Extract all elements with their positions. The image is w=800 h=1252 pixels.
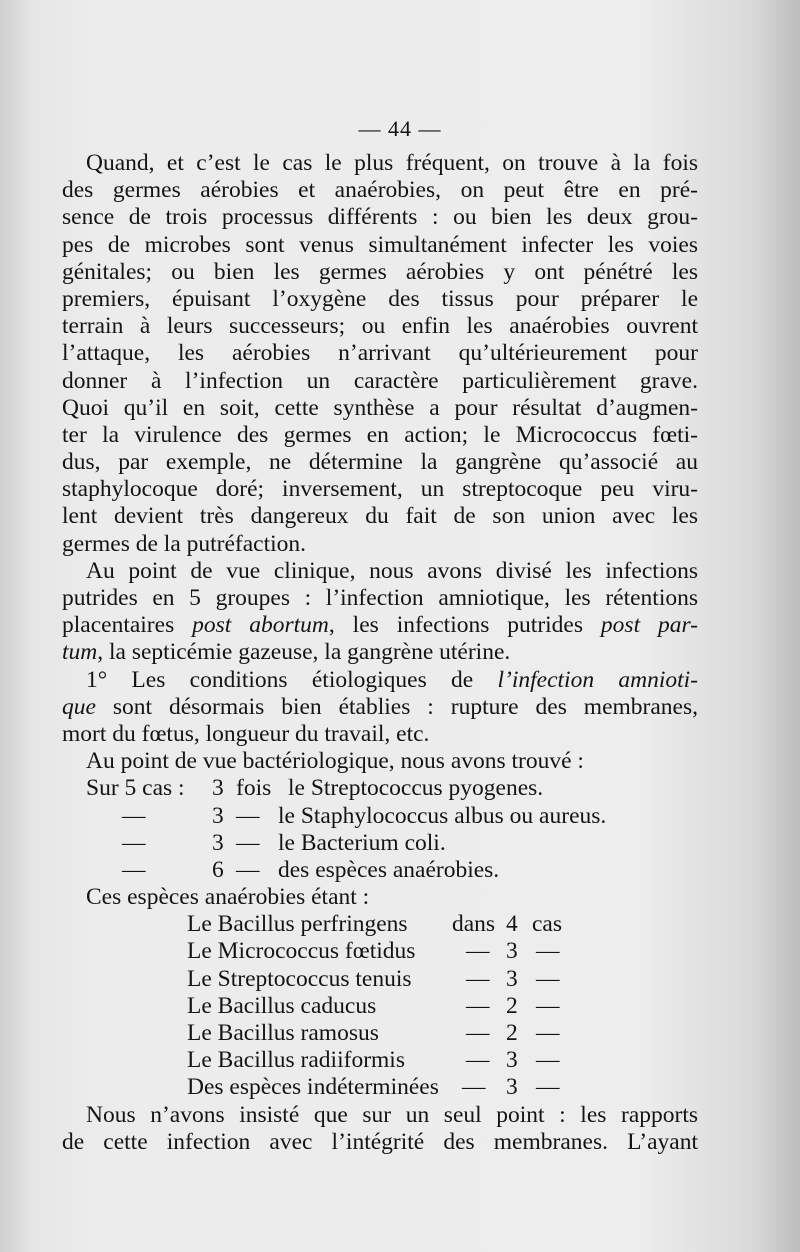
text-line: donner à l’infection un caractère particulièrement grave. — [62, 367, 698, 394]
text-run: placentaires — [62, 612, 193, 639]
text-line: Au point de vue bactériologique, nous avons trouvé : — [86, 748, 584, 775]
anaerobe-row — [62, 938, 698, 965]
text-line: staphylocoque doré; inversement, un streptocoque peu viru- — [62, 476, 698, 503]
paragraph-membranes — [62, 1102, 698, 1156]
finding-prefix: — — [122, 802, 146, 829]
anaerobe-count: 3 — [506, 1047, 518, 1074]
finding-organism: le Staphylococcus albus ou aureus. — [278, 802, 607, 829]
text-line: génitales; ou bien les germes aérobies y ont pénétré les — [62, 258, 698, 285]
anaerobe-pre: — — [466, 938, 490, 965]
anaerobe-row — [62, 993, 698, 1020]
text-line — [62, 694, 698, 721]
text-line — [62, 639, 698, 666]
text-line — [62, 612, 698, 639]
anaerobe-pre: — — [466, 992, 490, 1019]
text-line: lent devient très dangereux du fait de son union avec les — [62, 503, 698, 530]
finding-row — [62, 830, 698, 857]
paragraph-amniotic-infection — [62, 667, 698, 749]
anaerobe-post: — — [536, 1047, 560, 1074]
anaerobe-pre: — — [466, 1047, 490, 1074]
finding-separator: — — [236, 829, 260, 856]
anaerobe-name: Des espèces indéterminées — [187, 1074, 439, 1101]
text-line: Quoi qu’il en soit, cette synthèse a pour résultat d’augmen- — [62, 394, 698, 421]
finding-row — [62, 803, 698, 830]
text-line: Quand, et c’est le cas le plus fréquent, on trouve à la fois — [86, 150, 698, 176]
finding-organism: des espèces anaérobies. — [278, 856, 500, 883]
finding-count: 6 — [212, 856, 224, 883]
anaerobe-count: 3 — [506, 1074, 518, 1101]
finding-organism: le Bacterium coli. — [278, 829, 446, 856]
anaerobe-count: 3 — [506, 938, 518, 965]
text-line: Nous n’avons insisté que sur un seul point : les rapports — [86, 1101, 698, 1128]
italic-run: post abortum — [192, 612, 329, 639]
anaerobe-pre: — — [466, 965, 490, 992]
anaerobe-post: — — [536, 1074, 560, 1101]
anaerobe-name: Le Bacillus ramosus — [187, 1020, 379, 1046]
anaerobe-row — [62, 966, 698, 993]
italic-run: que — [62, 693, 96, 720]
anaerobe-post: — — [536, 965, 560, 992]
finding-row — [62, 775, 698, 802]
anaerobe-count: 2 — [506, 1020, 518, 1046]
anaerobe-post: — — [536, 938, 560, 965]
anaerobe-row — [62, 1047, 698, 1074]
finding-separator: fois — [236, 775, 272, 802]
anaerobe-row — [62, 911, 698, 938]
anaerobe-count: 2 — [506, 992, 518, 1019]
paragraph-mixed-infection — [62, 150, 698, 558]
text-line: l’attaque, les aérobies n’arrivant qu’ultérieurement pour — [62, 340, 698, 367]
finding-organism: le Streptococcus pyogenes. — [288, 775, 544, 802]
text-run: , les infections putrides — [328, 612, 601, 639]
italic-run: l’infection amnioti- — [497, 666, 699, 693]
anaerobe-post: cas — [532, 911, 563, 938]
anaerobe-name: Le Streptococcus tenuis — [187, 965, 412, 992]
page-text — [62, 150, 698, 1156]
anaerobe-name: Le Bacillus caducus — [187, 992, 377, 1019]
page-number: — 44 — — [358, 116, 442, 141]
text-line: mort du fœtus, longueur du travail, etc. — [62, 720, 430, 747]
anaerobe-count: 4 — [506, 911, 518, 938]
text-line: sence de trois processus différents : ou bien les deux grou- — [62, 204, 698, 231]
paragraph-clinical-groups — [62, 558, 698, 667]
finding-prefix: Sur 5 cas : — [86, 775, 185, 802]
finding-prefix: — — [122, 829, 146, 856]
text-line: germes de la putréfaction. — [62, 530, 307, 557]
italic-run: tum — [62, 639, 98, 666]
finding-separator: — — [236, 856, 260, 883]
text-line: dus, par exemple, ne détermine la gangrène qu’associé au — [62, 449, 698, 476]
anaerobe-row — [62, 1020, 698, 1047]
text-line — [62, 667, 698, 694]
finding-count: 3 — [212, 829, 224, 856]
text-line: putrides en 5 groupes : l’infection amniotique, les rétentions — [62, 585, 698, 611]
anaerobe-pre: — — [466, 1020, 490, 1046]
anaerobe-name: Le Micrococcus fœtidus — [187, 938, 416, 965]
anaerobe-count: 3 — [506, 965, 518, 992]
anaerobe-list — [62, 884, 698, 1102]
finding-count: 3 — [212, 802, 224, 829]
anaerobe-post: — — [536, 992, 560, 1019]
text-line: ter la virulence des germes en action; le Micrococcus fœti- — [62, 421, 698, 448]
finding-count: 3 — [212, 775, 224, 802]
text-line: terrain à leurs successeurs; ou enfin les anaérobies ouvrent — [62, 313, 698, 340]
bacteriology-findings — [62, 748, 698, 884]
anaerobe-row — [62, 1074, 698, 1101]
text-run: sont désormais bien établies : rupture des membranes, — [95, 693, 698, 720]
text-line: des germes aérobies et anaérobies, on peut être en pré- — [62, 177, 698, 204]
text-run: , la septicémie gazeuse, la gangrène utérine. — [97, 639, 511, 666]
finding-separator: — — [236, 802, 260, 829]
italic-run: post par- — [600, 612, 699, 639]
anaerobe-name: Le Bacillus radiiformis — [187, 1047, 405, 1074]
text-line: pes de microbes sont venus simultanément infecter les voies — [62, 231, 698, 258]
anaerobe-pre: — — [462, 1074, 486, 1101]
text-line: de cette infection avec l’intégrité des membranes. L’ayant — [62, 1128, 698, 1155]
text-line: Ces espèces anaérobies étant : — [86, 884, 370, 911]
text-run: 1° Les conditions étiologiques de — [86, 666, 498, 693]
text-line: premiers, épuisant l’oxygène des tissus pour préparer le — [62, 285, 698, 312]
text-line: Au point de vue clinique, nous avons divisé les infections — [86, 557, 698, 584]
anaerobe-name: Le Bacillus perfringens — [187, 911, 408, 938]
anaerobe-pre: dans — [452, 911, 496, 938]
finding-prefix: — — [122, 856, 146, 883]
anaerobe-post: — — [536, 1020, 560, 1046]
finding-row — [62, 857, 698, 884]
